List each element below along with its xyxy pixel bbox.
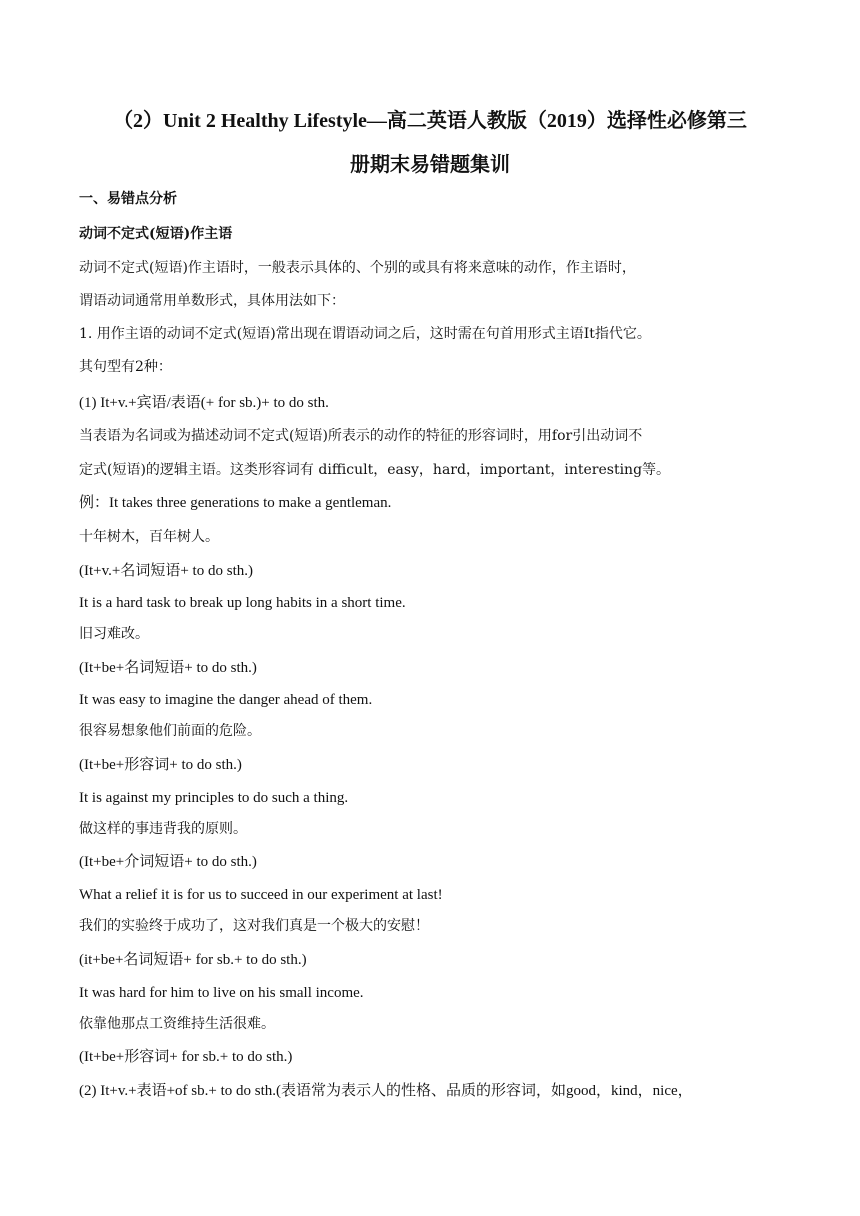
- example-1-pattern: (It+v.+名词短语+ to do sth.): [79, 563, 253, 579]
- section-subheading: 动词不定式(短语)作主语: [79, 226, 233, 242]
- example-4-pattern: (It+be+介词短语+ to do sth.): [79, 854, 257, 870]
- intro-paragraph-line-2: 谓语动词通常用单数形式，具体用法如下：: [79, 293, 345, 309]
- example-1-chinese: 十年树木，百年树人。: [79, 529, 219, 545]
- example-4-english: It is against my principles to do such a thing.: [79, 790, 349, 806]
- point-1-line-2: 其句型有2种：: [79, 359, 172, 375]
- example-5-english: What a relief it is for us to succeed in our experiment at last!: [79, 887, 443, 903]
- point-1-line-1: 1. 用作主语的动词不定式(短语)常出现在谓语动词之后，这时需在句首用形式主语It指代它。: [79, 326, 651, 342]
- intro-paragraph-line-1: 动词不定式(短语)作主语时，一般表示具体的、个别的或具有将来意味的动作，作主语时，: [79, 260, 636, 276]
- example-4-chinese: 做这样的事违背我的原则。: [79, 821, 247, 837]
- explanation-line-2: 定式(短语)的逻辑主语。这类形容词有 difficult，easy，hard，important，interesting等。: [79, 462, 671, 478]
- sentence-pattern-2: (2) It+v.+表语+of sb.+ to do sth.(表语常为表示人的性格、品质的形容词，如good，kind，nice，: [79, 1083, 693, 1099]
- example-6-pattern: (It+be+形容词+ for sb.+ to do sth.): [79, 1049, 293, 1065]
- example-2-chinese: 旧习难改。: [79, 626, 149, 642]
- explanation-line-1: 当表语为名词或为描述动词不定式(短语)所表示的动作的特征的形容词时，用for引出动词不: [79, 428, 643, 444]
- example-2-pattern: (It+be+名词短语+ to do sth.): [79, 660, 257, 676]
- document-title-line-2: 册期末易错题集训: [350, 154, 510, 176]
- sentence-pattern-1: (1) It+v.+宾语/表语(+ for sb.)+ to do sth.: [79, 395, 329, 411]
- example-1-english: 例：It takes three generations to make a gentleman.: [79, 495, 392, 511]
- example-5-pattern: (it+be+名词短语+ for sb.+ to do sth.): [79, 952, 307, 968]
- example-3-pattern: (It+be+形容词+ to do sth.): [79, 757, 242, 773]
- section-heading: 一、易错点分析: [79, 191, 177, 207]
- example-6-chinese: 依靠他那点工资维持生活很难。: [79, 1016, 275, 1032]
- example-5-chinese: 我们的实验终于成功了，这对我们真是一个极大的安慰！: [79, 918, 429, 934]
- document-title-line-1: （2）Unit 2 Healthy Lifestyle—高二英语人教版（2019）选择性必修第三: [113, 110, 747, 132]
- example-2-english: It is a hard task to break up long habits in a short time.: [79, 595, 406, 611]
- example-3-english: It was easy to imagine the danger ahead of them.: [79, 692, 373, 708]
- example-6-english: It was hard for him to live on his small income.: [79, 985, 364, 1001]
- example-3-chinese: 很容易想象他们前面的危险。: [79, 723, 261, 739]
